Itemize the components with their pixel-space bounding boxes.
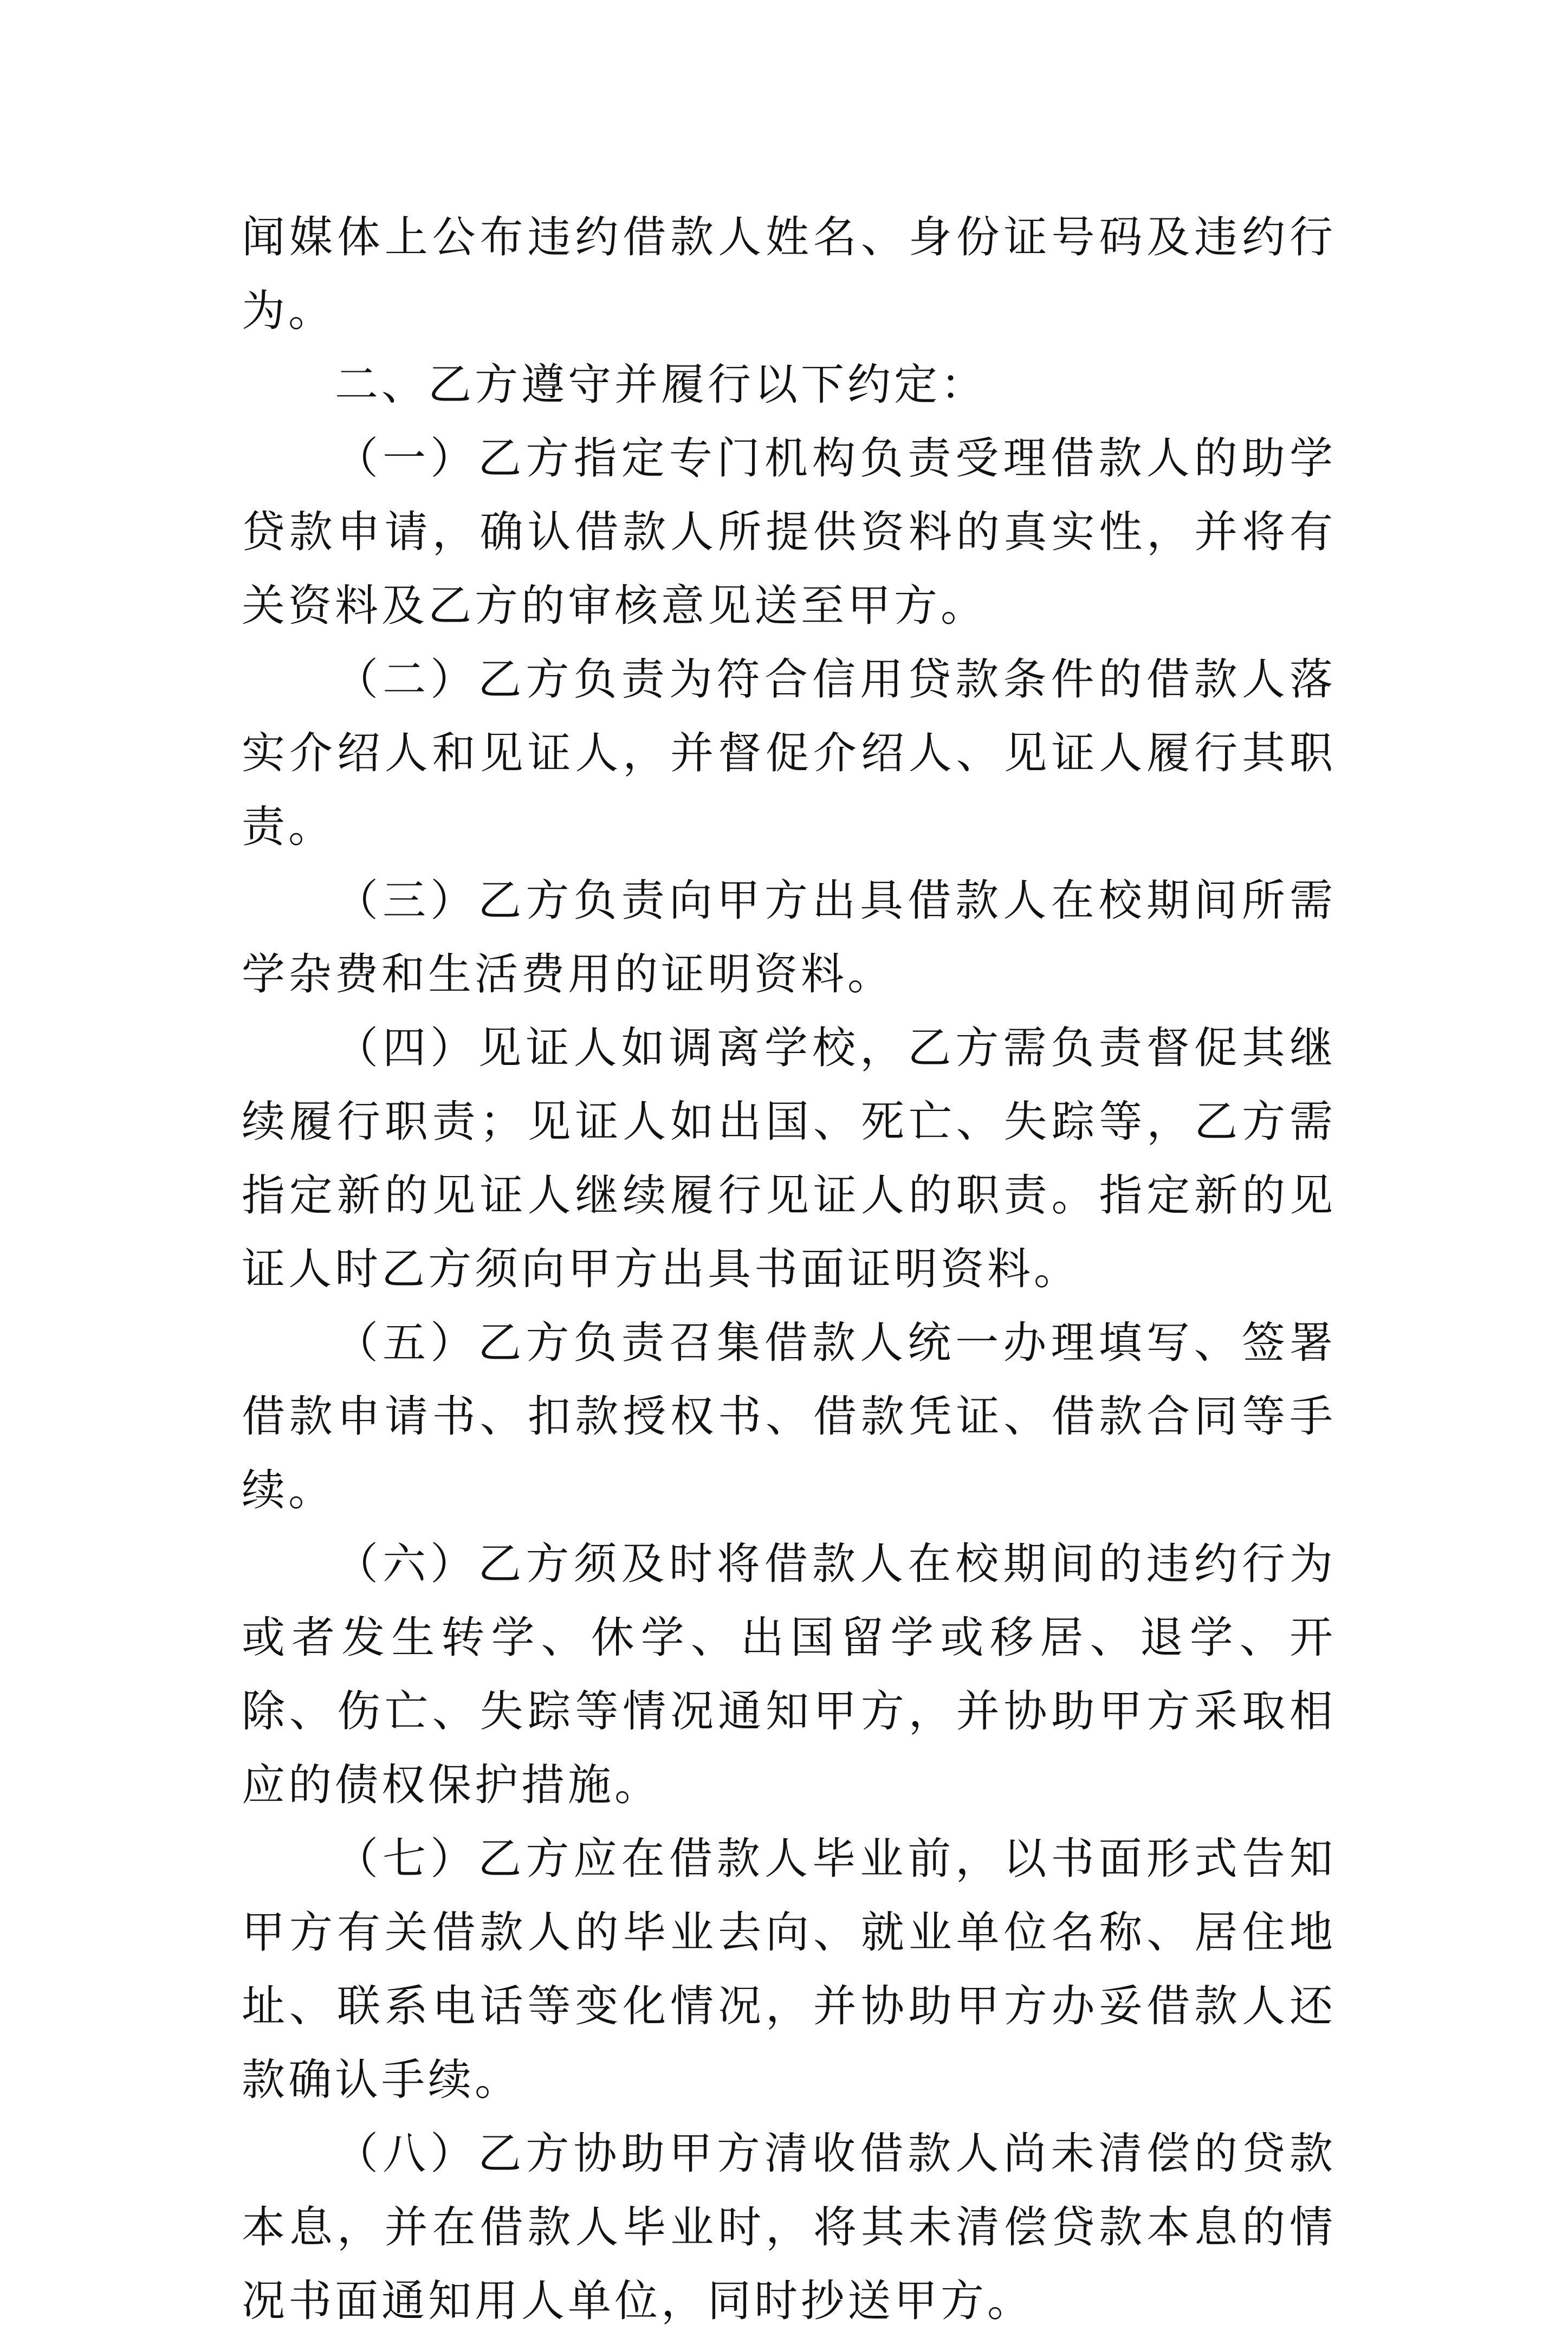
clause-6: （六）乙方须及时将借款人在校期间的违约行为或者发生转学、休学、出国留学或移居、退学、开除、伤亡、失踪等情况通知甲方，并协助甲方采取相应的债权保护措施。 <box>242 1539 1336 1810</box>
clause-1: （一）乙方指定专门机构负责受理借款人的助学贷款申请，确认借款人所提供资料的真实性，并将有关资料及乙方的审核意见送至甲方。 <box>242 433 1336 631</box>
clause-2: （二）乙方负责为符合信用贷款条件的借款人落实介绍人和见证人，并督促介绍人、见证人履行其职责。 <box>242 654 1336 852</box>
clause-5: （五）乙方负责召集借款人统一办理填写、签署借款申请书、扣款授权书、借款凭证、借款合同等手续。 <box>242 1317 1336 1515</box>
clause-4: （四）见证人如调离学校，乙方需负责督促其继续履行职责；见证人如出国、死亡、失踪等，乙方需指定新的见证人继续履行见证人的职责。指定新的见证人时乙方须向甲方出具书面证明资料。 <box>242 1023 1336 1294</box>
clause-8: （八）乙方协助甲方清收借款人尚未清偿的贷款本息，并在借款人毕业时，将其未清偿贷款本息的情况书面通知用人单位，同时抄送甲方。 <box>242 2128 1336 2326</box>
clause-7: （七）乙方应在借款人毕业前，以书面形式告知甲方有关借款人的毕业去向、就业单位名称、居住地址、联系电话等变化情况，并协助甲方办妥借款人还款确认手续。 <box>242 1833 1336 2105</box>
paragraph-continuation: 闻媒体上公布违约借款人姓名、身份证号码及违约行为。 <box>242 212 1336 336</box>
document-body <box>242 201 1336 2338</box>
section-heading-2: 二、乙方遵守并履行以下约定： <box>335 359 987 410</box>
clause-3: （三）乙方负责向甲方出具借款人在校期间所需学杂费和生活费用的证明资料。 <box>242 875 1336 999</box>
